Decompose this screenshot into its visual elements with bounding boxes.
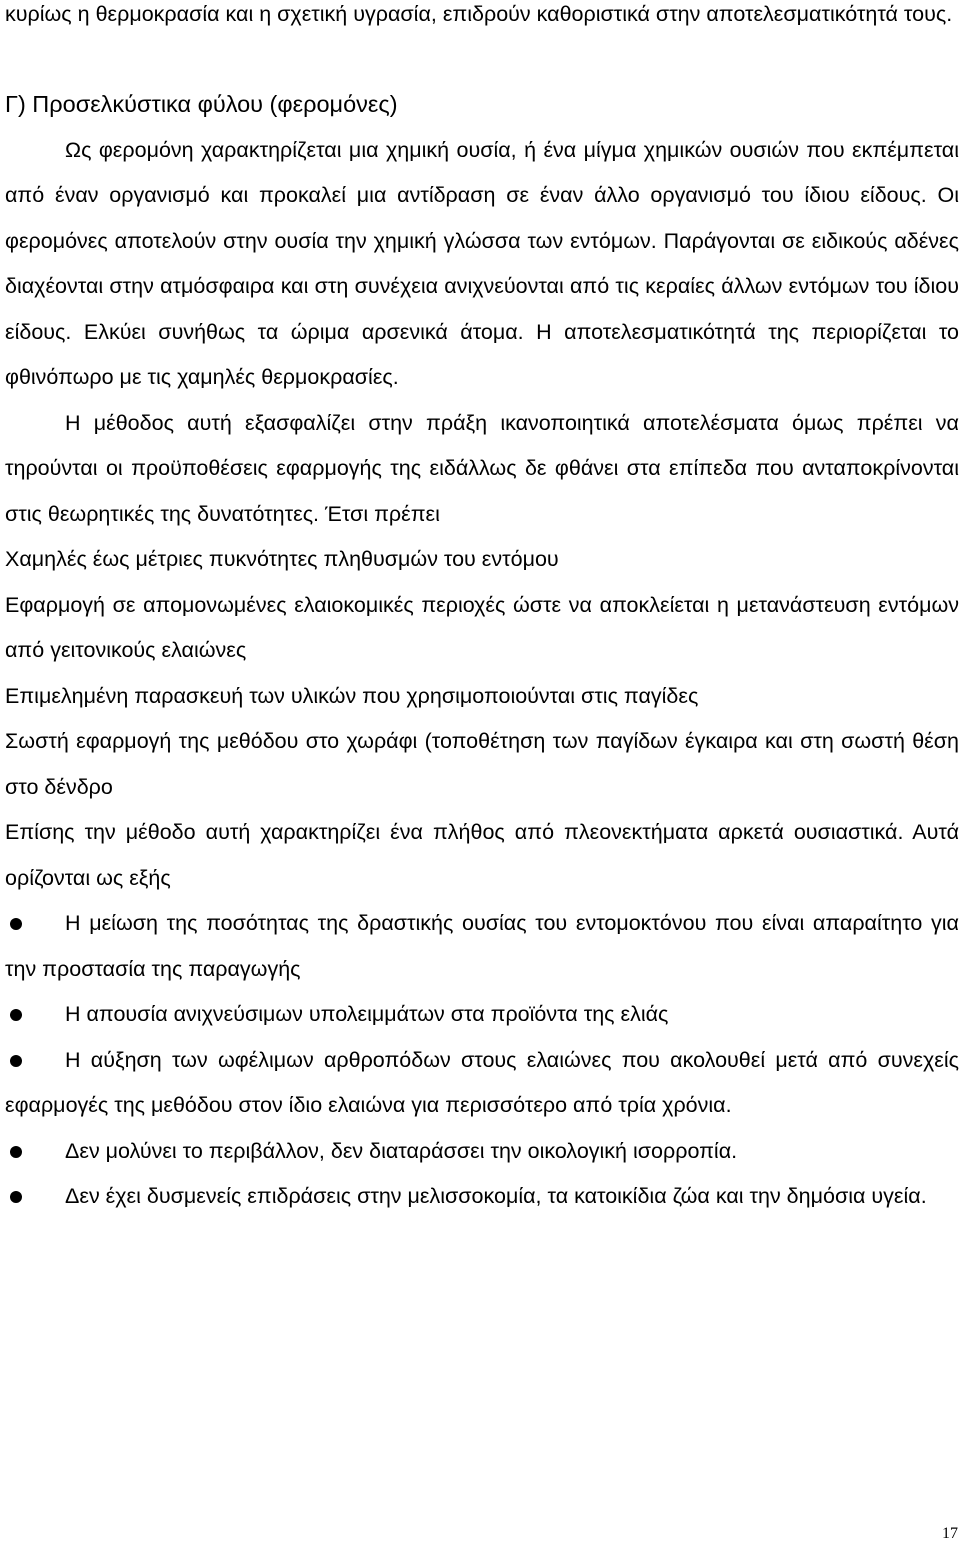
advantage-list-item <box>5 1174 959 1220</box>
intro-paragraph: κυρίως η θερμοκρασία και η σχετική υγρασία, επιδρούν καθοριστικά στην αποτελεσματικότητά τους. <box>5 2 953 26</box>
advantage-list-item <box>5 901 959 992</box>
advantage-list-item <box>5 1038 959 1129</box>
advantage-text: Δεν έχει δυσμενείς επιδράσεις στην μελισσοκομία, τα κατοικίδια ζώα και την δημόσια υγεία. <box>65 1184 927 1208</box>
bullet-icon <box>10 1055 22 1067</box>
advantages-intro-paragraph: Επίσης την μέθοδο αυτή χαρακτηρίζει ένα πλήθος από πλεονεκτήματα αρκετά ουσιαστικά. Αυτά ορίζονται ως εξής <box>5 820 959 890</box>
bullet-icon <box>10 1191 22 1203</box>
condition-line: Χαμηλές έως μέτριες πυκνότητες πληθυσμών του εντόμου <box>5 547 559 571</box>
advantage-text: Η απουσία ανιχνεύσιμων υπολειμμάτων στα προϊόντα της ελιάς <box>65 1002 669 1026</box>
condition-line: Επιμελημένη παρασκευή των υλικών που χρησιμοποιούνται στις παγίδες <box>5 683 699 708</box>
advantage-text: Δεν μολύνει το περιβάλλον, δεν διαταράσσει την οικολογική ισορροπία. <box>65 1138 738 1163</box>
bullet-icon <box>10 1009 22 1021</box>
condition-line: Εφαρμογή σε απομονωμένες ελαιοκομικές περιοχές ώστε να αποκλείεται η μετανάστευση εντόμων από γειτονικούς ελαιώνες <box>5 592 959 662</box>
advantage-list-item <box>5 1129 959 1175</box>
bullet-icon <box>10 1146 22 1158</box>
condition-line: Σωστή εφαρμογή της μεθόδου στο χωράφι (τοποθέτηση των παγίδων έγκαιρα και στη σωστή θέση στο δένδρο <box>5 729 959 799</box>
document-page <box>5 0 959 1220</box>
bullet-icon <box>10 918 22 930</box>
pheromone-definition-paragraph: Ως φερομόνη χαρακτηρίζεται μια χημική ουσία, ή ένα μίγμα χημικών ουσιών που εκπέμπεται από έναν οργανισμό και προκαλεί μια αντίδραση σε έναν άλλο οργανισμό του ίδιου είδους. Οι φερομόνες αποτελούν στην ουσία την χημική γλώσσα των εντόμων. Παράγονται σε ειδικούς αδένες διαχέονται στην ατμόσφαιρα και στη συνέχεια ανιχνεύονται από τις κεραίες άλλων εντόμων του ίδιου είδους. Ελκύει συνήθως τα ώριμα αρσενικά άτομα. Η αποτελεσματικότητά της περιορίζεται το φθινόπωρο με τις χαμηλές θερμοκρασίες. <box>5 137 959 389</box>
page-number: 17 <box>942 1525 958 1542</box>
section-heading: Γ) Προσελκύστικα φύλου (φερομόνες) <box>5 90 398 117</box>
advantage-text: Η αύξηση των ωφέλιμων αρθροπόδων στους ελαιώνες που ακολουθεί μετά από συνεχείς εφαρμογές της μεθόδου στον ίδιο ελαιώνα για περισσότερο από τρία χρόνια. <box>5 1047 959 1117</box>
advantage-text: Η μείωση της ποσότητας της δραστικής ουσίας του εντομοκτόνου που είναι απαραίτητο για την προστασία της παραγωγής <box>5 911 959 981</box>
method-conditions-paragraph: Η μέθοδος αυτή εξασφαλίζει στην πράξη ικανοποιητικά αποτελέσματα όμως πρέπει να τηρούνται οι προϋποθέσεις εφαρμογής της ειδάλλως δε φθάνει στα επίπεδα που ανταποκρίνονται στις θεωρητικές της δυνατότητες. Έτσι πρέπει <box>5 410 959 526</box>
advantage-list-item <box>5 992 959 1038</box>
